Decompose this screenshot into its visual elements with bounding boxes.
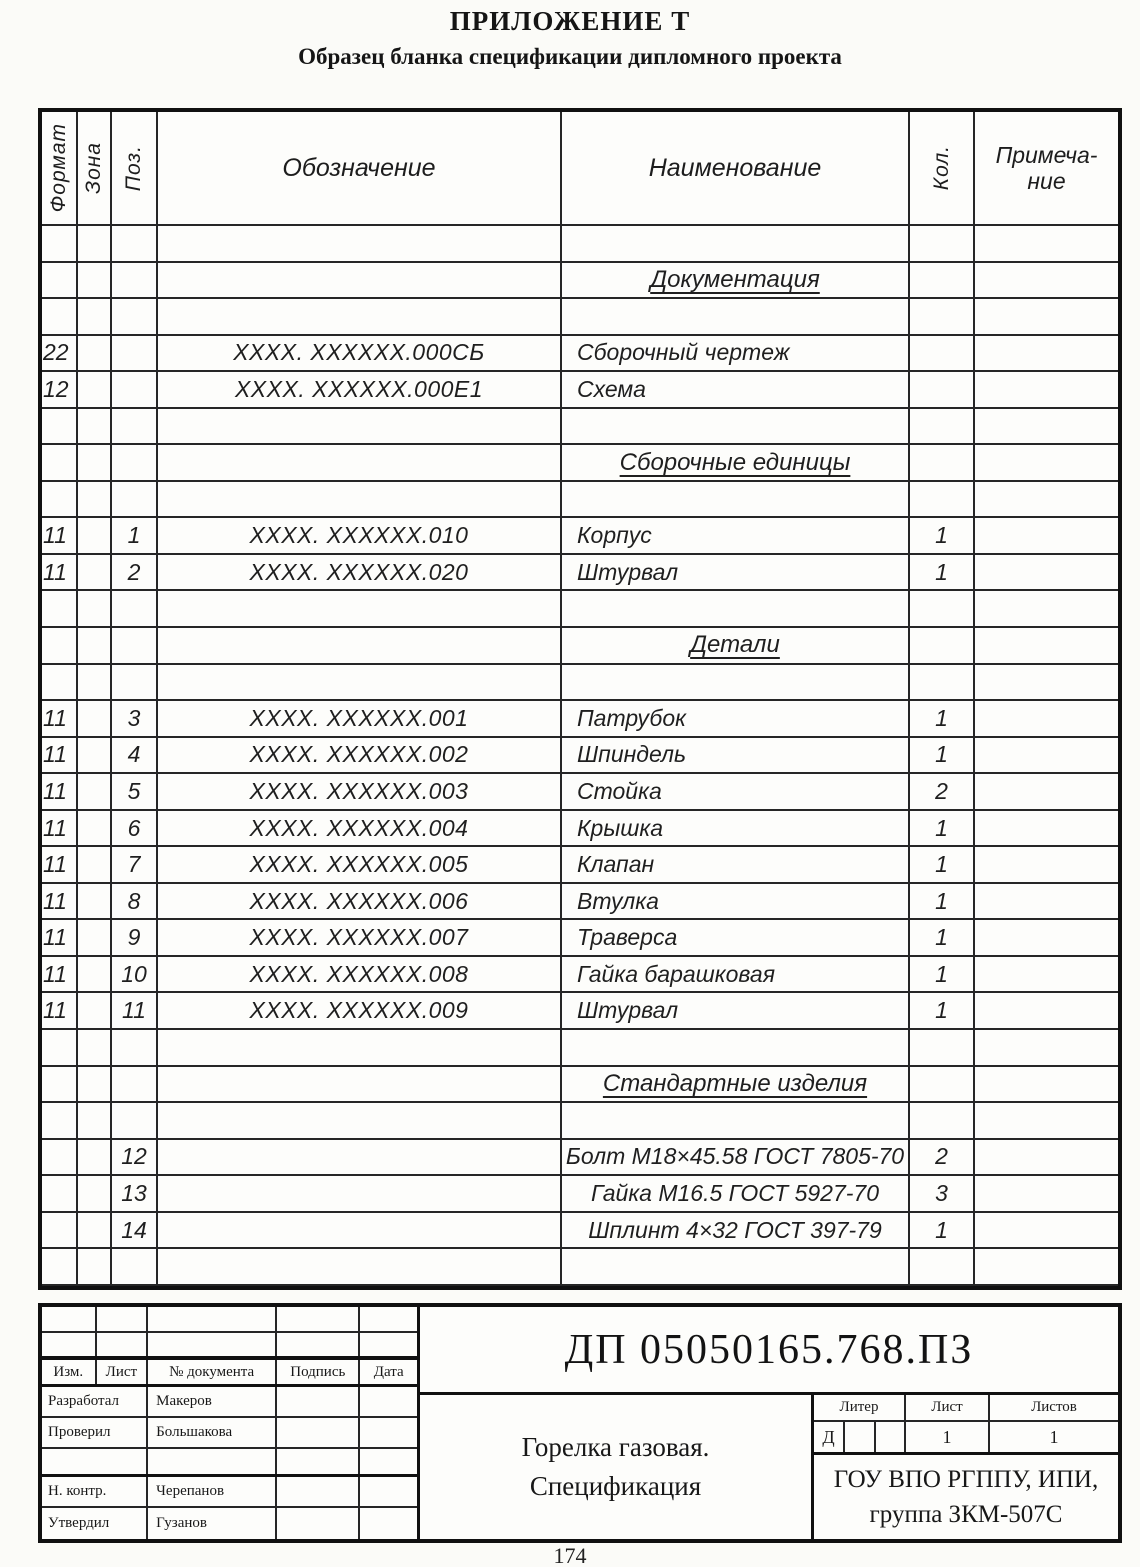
spec-cell-poz [112, 445, 158, 482]
spec-cell-name [562, 811, 910, 848]
section-heading: Документация [650, 265, 820, 293]
spec-cell-poz [112, 409, 158, 446]
spec-cell-designation: XXXX. XXXXXX.007 [158, 920, 562, 957]
spec-header-note [975, 112, 1118, 226]
poz-column-label: Поз. [122, 144, 145, 192]
spec-cell-qty [910, 372, 975, 409]
spec-cell-format: 11 [42, 993, 78, 1030]
spec-cell-name [562, 957, 910, 994]
signature-row [42, 1508, 417, 1539]
spec-cell-qty [910, 336, 975, 373]
item-name: Втулка [577, 887, 659, 914]
title-block-right [420, 1307, 1118, 1539]
spec-cell-poz: 4 [112, 738, 158, 775]
spec-cell-designation: XXXX. XXXXXX.006 [158, 884, 562, 921]
spec-cell-zone [78, 665, 112, 702]
spec-cell-poz: 11 [112, 993, 158, 1030]
spec-cell-note [975, 811, 1118, 848]
qty-column-label: Кол. [929, 145, 953, 191]
spec-cell-format: 12 [42, 372, 78, 409]
spec-cell-format [42, 1249, 78, 1286]
spec-cell-name [562, 628, 910, 665]
spec-cell-zone [78, 1030, 112, 1067]
spec-cell-designation [158, 1176, 562, 1213]
item-name: Штурвал [577, 558, 679, 585]
spec-cell-note [975, 555, 1118, 592]
item-name: Крышка [577, 814, 664, 841]
spec-cell-qty: 1 [910, 738, 975, 775]
spec-cell-note [975, 920, 1118, 957]
spec-cell-qty: 1 [910, 957, 975, 994]
spec-cell-zone [78, 1103, 112, 1140]
person-name: Гузанов [148, 1508, 277, 1539]
spec-cell-zone [78, 811, 112, 848]
spec-cell-format [42, 1140, 78, 1177]
role-label: Утвердил [42, 1508, 148, 1539]
spec-cell-format: 11 [42, 884, 78, 921]
spec-cell-format [42, 1213, 78, 1250]
spec-cell-poz [112, 1103, 158, 1140]
spec-cell-qty: 1 [910, 993, 975, 1030]
spec-cell-name [562, 1176, 910, 1213]
liter-values-row [814, 1422, 1118, 1455]
spec-cell-designation [158, 628, 562, 665]
spec-cell-name [562, 884, 910, 921]
spec-cell-format: 11 [42, 847, 78, 884]
spec-cell-qty [910, 1030, 975, 1067]
spec-cell-qty: 1 [910, 518, 975, 555]
spec-cell-zone [78, 884, 112, 921]
item-name: Штурвал [577, 997, 679, 1024]
spec-cell-zone [78, 1140, 112, 1177]
sheet-value: 1 [906, 1422, 990, 1452]
spec-cell-zone [78, 555, 112, 592]
spec-cell-qty [910, 226, 975, 263]
signature-header: Подпись [277, 1360, 360, 1384]
spec-cell-designation [158, 409, 562, 446]
liter-label: Литер [814, 1395, 906, 1420]
spec-cell-note [975, 226, 1118, 263]
note-label-line1: Примеча- [995, 141, 1098, 168]
spec-cell-qty: 1 [910, 884, 975, 921]
spec-cell-note [975, 774, 1118, 811]
spec-cell-poz [112, 299, 158, 336]
person-name: Макеров [148, 1387, 277, 1416]
item-name: Болт М18×45.58 ГОСТ 7805-70 [565, 1143, 905, 1170]
sheets-value: 1 [1049, 1426, 1059, 1447]
spec-cell-format [42, 226, 78, 263]
spec-cell-designation [158, 665, 562, 702]
section-heading: Детали [690, 631, 780, 659]
spec-cell-designation: XXXX. XXXXXX.001 [158, 701, 562, 738]
spec-cell-qty [910, 1103, 975, 1140]
spec-cell-name [562, 263, 910, 300]
spec-cell-format [42, 409, 78, 446]
spec-cell-designation [158, 299, 562, 336]
spec-cell-zone [78, 263, 112, 300]
spec-cell-format [42, 665, 78, 702]
spec-cell-name [562, 1213, 910, 1250]
spec-cell-name [562, 1140, 910, 1177]
spec-cell-note [975, 738, 1118, 775]
spec-cell-note [975, 1176, 1118, 1213]
spec-cell-designation: XXXX. XXXXXX.008 [158, 957, 562, 994]
spec-cell-qty [910, 299, 975, 336]
signature-row-empty [42, 1449, 417, 1477]
spec-cell-zone [78, 299, 112, 336]
spec-header-designation: Обозначение [158, 112, 562, 226]
spec-cell-format: 11 [42, 811, 78, 848]
spec-cell-poz: 1 [112, 518, 158, 555]
spec-cell-poz: 13 [112, 1176, 158, 1213]
spec-cell-designation: XXXX. XXXXXX.000СБ [158, 336, 562, 373]
spec-cell-zone [78, 1067, 112, 1104]
organization-line1: ГОУ ВПО РГППУ, ИПИ, [833, 1466, 1099, 1493]
spec-cell-zone [78, 1213, 112, 1250]
item-name: Схема [577, 375, 646, 402]
person-name: Черепанов [148, 1477, 277, 1506]
spec-header-qty [910, 112, 975, 226]
spec-cell-qty: 1 [910, 847, 975, 884]
spec-cell-qty [910, 591, 975, 628]
spec-cell-name [562, 847, 910, 884]
spec-cell-format [42, 263, 78, 300]
spec-header-format [42, 112, 78, 226]
sheets-label: Листов [1031, 1399, 1077, 1415]
document-number: ДП 05050165.768.ПЗ [420, 1307, 1118, 1395]
spec-cell-qty: 2 [910, 1140, 975, 1177]
sheet-label: Лист [906, 1395, 990, 1420]
spec-cell-designation [158, 1103, 562, 1140]
spec-cell-format: 11 [42, 555, 78, 592]
spec-cell-name [562, 445, 910, 482]
spec-cell-poz [112, 263, 158, 300]
spec-cell-designation [158, 445, 562, 482]
spec-cell-designation: XXXX. XXXXXX.009 [158, 993, 562, 1030]
spec-cell-poz: 5 [112, 774, 158, 811]
spec-cell-qty [910, 445, 975, 482]
spec-cell-name [562, 920, 910, 957]
spec-cell-format [42, 299, 78, 336]
spec-cell-name [562, 518, 910, 555]
spec-cell-note [975, 1249, 1118, 1286]
spec-cell-zone [78, 482, 112, 519]
person-name: Большакова [148, 1418, 277, 1447]
spec-cell-format: 22 [42, 336, 78, 373]
spec-cell-zone [78, 226, 112, 263]
spec-cell-note [975, 372, 1118, 409]
spec-cell-note [975, 628, 1118, 665]
spec-cell-name [562, 372, 910, 409]
spec-cell-name [562, 701, 910, 738]
spec-cell-note [975, 518, 1118, 555]
spec-cell-note [975, 665, 1118, 702]
spec-cell-zone [78, 591, 112, 628]
spec-cell-format [42, 482, 78, 519]
spec-cell-zone [78, 774, 112, 811]
spec-cell-zone [78, 445, 112, 482]
item-name: Гайка М16.5 ГОСТ 5927-70 [590, 1179, 880, 1206]
item-name: Сборочный чертеж [577, 339, 790, 366]
project-title [420, 1395, 814, 1539]
spec-cell-poz [112, 591, 158, 628]
project-title-line2: Спецификация [529, 1471, 702, 1501]
revision-row-empty [42, 1333, 417, 1359]
spec-cell-designation [158, 1249, 562, 1286]
spec-cell-designation [158, 1067, 562, 1104]
spec-cell-designation [158, 1030, 562, 1067]
spec-cell-note [975, 884, 1118, 921]
spec-cell-note [975, 263, 1118, 300]
page-number: 174 [553, 1543, 587, 1567]
spec-cell-qty [910, 409, 975, 446]
spec-cell-poz: 14 [112, 1213, 158, 1250]
spec-cell-poz [112, 226, 158, 263]
spec-cell-zone [78, 1249, 112, 1286]
specification-table [38, 108, 1122, 1290]
spec-cell-poz [112, 372, 158, 409]
doc-number-header: № документа [148, 1360, 277, 1384]
spec-cell-format [42, 1030, 78, 1067]
spec-cell-format [42, 1067, 78, 1104]
spec-cell-poz: 8 [112, 884, 158, 921]
spec-cell-note [975, 1067, 1118, 1104]
spec-cell-name [562, 1030, 910, 1067]
section-heading: Стандартные изделия [602, 1069, 868, 1097]
spec-cell-poz [112, 1067, 158, 1104]
spec-cell-qty [910, 1067, 975, 1104]
spec-cell-poz: 10 [112, 957, 158, 994]
spec-cell-name [562, 226, 910, 263]
zone-column-label: Зона [82, 142, 105, 194]
spec-cell-designation: XXXX. XXXXXX.005 [158, 847, 562, 884]
spec-cell-zone [78, 336, 112, 373]
spec-cell-qty: 1 [910, 701, 975, 738]
spec-cell-note [975, 336, 1118, 373]
spec-cell-format [42, 591, 78, 628]
spec-cell-designation: XXXX. XXXXXX.002 [158, 738, 562, 775]
spec-cell-name [562, 591, 910, 628]
spec-cell-zone [78, 993, 112, 1030]
organization-line2: группа ЗКМ-507С [869, 1501, 1063, 1528]
spec-cell-zone [78, 738, 112, 775]
item-name: Корпус [577, 522, 652, 549]
spec-cell-note [975, 1030, 1118, 1067]
spec-header-zone [78, 112, 112, 226]
appendix-title: ПРИЛОЖЕНИЕ Т [449, 6, 691, 36]
item-name: Траверса [577, 924, 678, 951]
spec-cell-qty: 2 [910, 774, 975, 811]
spec-cell-name [562, 299, 910, 336]
spec-cell-name [562, 336, 910, 373]
spec-cell-qty [910, 482, 975, 519]
spec-cell-name [562, 555, 910, 592]
spec-cell-format: 11 [42, 920, 78, 957]
title-block [38, 1303, 1122, 1543]
item-name: Стойка [577, 777, 662, 804]
spec-cell-zone [78, 628, 112, 665]
item-name: Клапан [577, 851, 655, 878]
spec-cell-format: 11 [42, 957, 78, 994]
role-label: Проверил [42, 1418, 148, 1447]
spec-cell-poz: 3 [112, 701, 158, 738]
spec-cell-note [975, 299, 1118, 336]
spec-cell-format [42, 628, 78, 665]
revision-header-row [42, 1359, 417, 1387]
signature-row [42, 1477, 417, 1508]
spec-cell-designation [158, 226, 562, 263]
spec-cell-note [975, 701, 1118, 738]
item-name: Шплинт 4×32 ГОСТ 397-79 [588, 1216, 882, 1243]
spec-cell-note [975, 1103, 1118, 1140]
spec-cell-qty: 3 [910, 1176, 975, 1213]
spec-cell-name [562, 774, 910, 811]
spec-cell-name [562, 1249, 910, 1286]
spec-cell-format: 11 [42, 774, 78, 811]
item-name: Гайка барашковая [577, 960, 776, 987]
spec-cell-designation: XXXX. XXXXXX.000Е1 [158, 372, 562, 409]
spec-cell-note [975, 847, 1118, 884]
spec-header-poz [112, 112, 158, 226]
note-label-line2: ние [1027, 168, 1066, 194]
spec-cell-poz [112, 482, 158, 519]
role-label: Н. контр. [42, 1477, 148, 1506]
spec-cell-note [975, 1140, 1118, 1177]
spec-cell-qty: 1 [910, 920, 975, 957]
date-header: Дата [373, 1363, 404, 1380]
spec-cell-poz [112, 336, 158, 373]
spec-cell-format [42, 1176, 78, 1213]
spec-cell-name [562, 482, 910, 519]
spec-cell-qty: 1 [910, 555, 975, 592]
spec-cell-qty: 1 [910, 1213, 975, 1250]
format-column-label: Формат [47, 123, 70, 213]
spec-cell-zone [78, 1176, 112, 1213]
spec-cell-note [975, 445, 1118, 482]
spec-cell-format [42, 1103, 78, 1140]
spec-cell-note [975, 482, 1118, 519]
list-header: Лист [97, 1360, 149, 1384]
item-name: Шпиндель [577, 741, 687, 768]
spec-cell-note [975, 993, 1118, 1030]
signature-row [42, 1418, 417, 1449]
spec-cell-name [562, 1103, 910, 1140]
spec-cell-qty: 1 [910, 811, 975, 848]
spec-cell-format: 11 [42, 738, 78, 775]
spec-cell-designation: XXXX. XXXXXX.010 [158, 518, 562, 555]
organization-cell [814, 1455, 1118, 1539]
spec-cell-poz: 6 [112, 811, 158, 848]
spec-cell-poz [112, 628, 158, 665]
spec-cell-designation [158, 1213, 562, 1250]
spec-cell-format: 11 [42, 701, 78, 738]
spec-cell-name [562, 409, 910, 446]
izm-header: Изм. [42, 1360, 97, 1384]
spec-cell-format: 11 [42, 518, 78, 555]
spec-cell-designation: XXXX. XXXXXX.020 [158, 555, 562, 592]
spec-cell-zone [78, 518, 112, 555]
title-block-signatures [42, 1307, 420, 1539]
spec-cell-poz [112, 1249, 158, 1286]
spec-cell-name [562, 993, 910, 1030]
role-label: Разработал [42, 1387, 148, 1416]
liter-value: Д [814, 1422, 845, 1452]
spec-cell-qty [910, 1249, 975, 1286]
spec-cell-poz: 12 [112, 1140, 158, 1177]
signature-row [42, 1387, 417, 1418]
spec-cell-designation: XXXX. XXXXXX.003 [158, 774, 562, 811]
spec-cell-name [562, 1067, 910, 1104]
spec-cell-poz [112, 665, 158, 702]
spec-cell-name [562, 665, 910, 702]
spec-cell-zone [78, 409, 112, 446]
spec-cell-zone [78, 372, 112, 409]
spec-cell-note [975, 591, 1118, 628]
spec-cell-format [42, 445, 78, 482]
spec-cell-designation [158, 482, 562, 519]
spec-cell-qty [910, 263, 975, 300]
spec-cell-poz: 7 [112, 847, 158, 884]
spec-cell-zone [78, 847, 112, 884]
spec-cell-note [975, 957, 1118, 994]
project-title-line1: Горелка газовая. [521, 1431, 710, 1462]
spec-cell-designation [158, 1140, 562, 1177]
spec-cell-name [562, 738, 910, 775]
section-heading: Сборочные единицы [619, 448, 851, 476]
spec-cell-zone [78, 920, 112, 957]
spec-cell-poz [112, 1030, 158, 1067]
spec-cell-note [975, 1213, 1118, 1250]
spec-cell-poz: 2 [112, 555, 158, 592]
liter-header-row [814, 1395, 1118, 1422]
spec-cell-designation: XXXX. XXXXXX.004 [158, 811, 562, 848]
spec-cell-designation [158, 591, 562, 628]
spec-cell-zone [78, 701, 112, 738]
spec-cell-poz: 9 [112, 920, 158, 957]
spec-cell-note [975, 409, 1118, 446]
spec-cell-qty [910, 628, 975, 665]
spec-cell-designation [158, 263, 562, 300]
spec-cell-zone [78, 957, 112, 994]
item-name: Патрубок [577, 704, 686, 731]
spec-cell-qty [910, 665, 975, 702]
revision-row-empty [42, 1307, 417, 1333]
spec-header-name: Наименование [562, 112, 910, 226]
appendix-subtitle: Образец бланка спецификации дипломного проекта [298, 44, 842, 69]
